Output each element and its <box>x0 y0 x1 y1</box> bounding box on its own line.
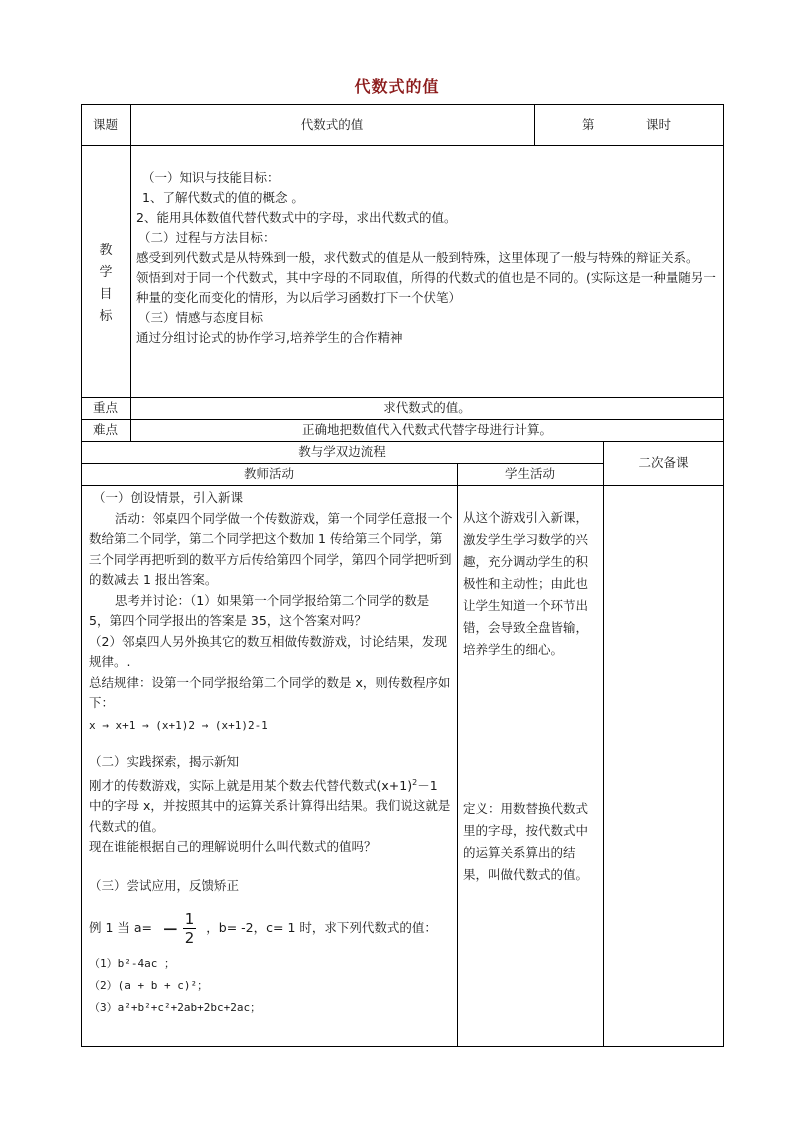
row-divider <box>81 145 724 146</box>
objectives-content <box>136 168 718 348</box>
example-line <box>89 910 453 947</box>
section-title: （一）创设情景，引入新课 <box>93 490 244 505</box>
practice-question: 现在谁能根据自己的理解说明什么叫代数式的值吗？ <box>89 839 377 855</box>
topic-value: 代数式的值 <box>300 117 364 132</box>
objectives-label <box>96 240 116 328</box>
section-title: （三）尝试应用，反馈矫正 <box>89 877 240 893</box>
difficulty-text: 正确地把数值代入代数式代替字母进行计算。 <box>301 422 552 437</box>
student-definition <box>463 798 600 886</box>
objectives-label-char: 目 <box>99 287 113 302</box>
fraction-numerator: 1 <box>184 910 195 929</box>
objective-line: 感受到列代数式是从特殊到一般，求代数式的值是从一般到特殊，这里体现了一般与特殊的辩证关系。 <box>136 250 699 265</box>
think-paragraph: 思考并讨论：（1）如果第一个同学报给第二个同学的数是 5，第四个同学报出的答案是 35，这个答案对吗？ <box>89 592 430 628</box>
example-question: （1）b²-4ac ； <box>89 957 175 971</box>
objectives-label-char: 学 <box>99 265 113 280</box>
objective-line: 领悟到对于同一个代数式，其中字母的不同取值，所得的代数式的值也是不同的。(实际这是一种量随另一种量的变化而变化的情形，为以后学习函数打下一个伏笔） <box>136 270 716 305</box>
example-question: （3）a²+b²+c²+2ab+2bc+2ac； <box>89 1001 262 1015</box>
example-question: （2）(a + b + c)²； <box>89 979 209 993</box>
fraction-box <box>183 910 197 947</box>
page-title: 代数式的值 <box>354 77 440 96</box>
teacher-activity-header: 教师活动 <box>243 466 294 481</box>
objectives-label-char: 标 <box>99 309 113 324</box>
column-divider <box>534 104 535 145</box>
key-point-text: 求代数式的值。 <box>383 400 471 415</box>
practice-text-a: 刚才的传数游戏，实际上就是用某个数去代替代数式(x+1) <box>89 777 413 793</box>
second-prep-header: 二次备课 <box>638 455 689 470</box>
column-divider <box>603 441 604 1047</box>
question-paragraph: （2）邻桌四人另外换其它的数互相做传数游戏，讨论结果，发现规律。. <box>89 633 447 669</box>
objective-line: 通过分组讨论式的协作学习,培养学生的合作精神 <box>136 330 403 345</box>
student-activity-content <box>463 507 600 661</box>
objective-line: （二）过程与方法目标： <box>138 230 276 245</box>
objectives-label-char: 教 <box>99 243 113 258</box>
student-activity-header: 学生活动 <box>504 466 555 481</box>
example-suffix: ，b= -2，c= 1 时，求下列代数式的值： <box>206 920 437 936</box>
student-note: 从这个游戏引入新课，激发学生学习数学的兴趣，充分调动学生的积极性和主动性；由此也让学生知道一个环节出错，会导致全盘皆输，培养学生的细心。 <box>463 510 589 657</box>
fraction-value <box>162 910 196 947</box>
objective-line: （一）知识与技能目标： <box>142 170 280 185</box>
student-note: 定义：用数替换代数式里的字母，按代数式中的运算关系算出的结果，叫做代数式的值。 <box>463 801 589 882</box>
practice-paragraph <box>89 773 453 838</box>
column-divider <box>130 104 131 441</box>
activity-paragraph: 活动：邻桌四个同学做一个传数游戏，第一个同学任意报一个数给第二个同学，第二个同学把这个数加 1 传给第三个同学，第三个同学再把听到的数平方后传给第四个同学，第四个同学把听到的数减去 1 报出答案。 <box>89 510 453 587</box>
summary-paragraph: 总结规律：设第一个同学报给第二个同学的数是 x，则传数程序如下： <box>89 674 451 710</box>
teacher-activity-content <box>89 488 453 1019</box>
minus-sign: − <box>162 916 179 941</box>
practice-text-b: －1 中的字母 x，并按照其中的运算关系计算得出结果。我们说这就是代数式的值。 <box>89 777 451 834</box>
process-chain: x → x+1 → (x+1)2 → (x+1)2-1 <box>89 718 268 732</box>
objective-line: （三）情感与态度目标 <box>138 310 264 325</box>
topic-label: 课题 <box>92 117 118 132</box>
objective-line: 1、了解代数式的值的概念 。 <box>142 190 304 205</box>
practice-superscript: 2 <box>412 777 418 787</box>
difficulty-label: 难点 <box>92 422 118 437</box>
key-point-label: 重点 <box>92 400 118 415</box>
lesson-prefix: 第 <box>582 117 595 132</box>
column-divider <box>457 463 458 1047</box>
objective-line: 2、能用具体数值代替代数式中的字母，求出代数式的值。 <box>136 210 457 225</box>
row-divider <box>81 485 724 486</box>
fraction-denominator: 2 <box>184 929 195 948</box>
example-prefix: 例 1 当 a= <box>89 920 153 936</box>
section-title: （二）实践探索，揭示新知 <box>89 754 240 769</box>
lesson-suffix: 课时 <box>646 117 672 132</box>
process-header: 教与学双边流程 <box>298 444 386 459</box>
